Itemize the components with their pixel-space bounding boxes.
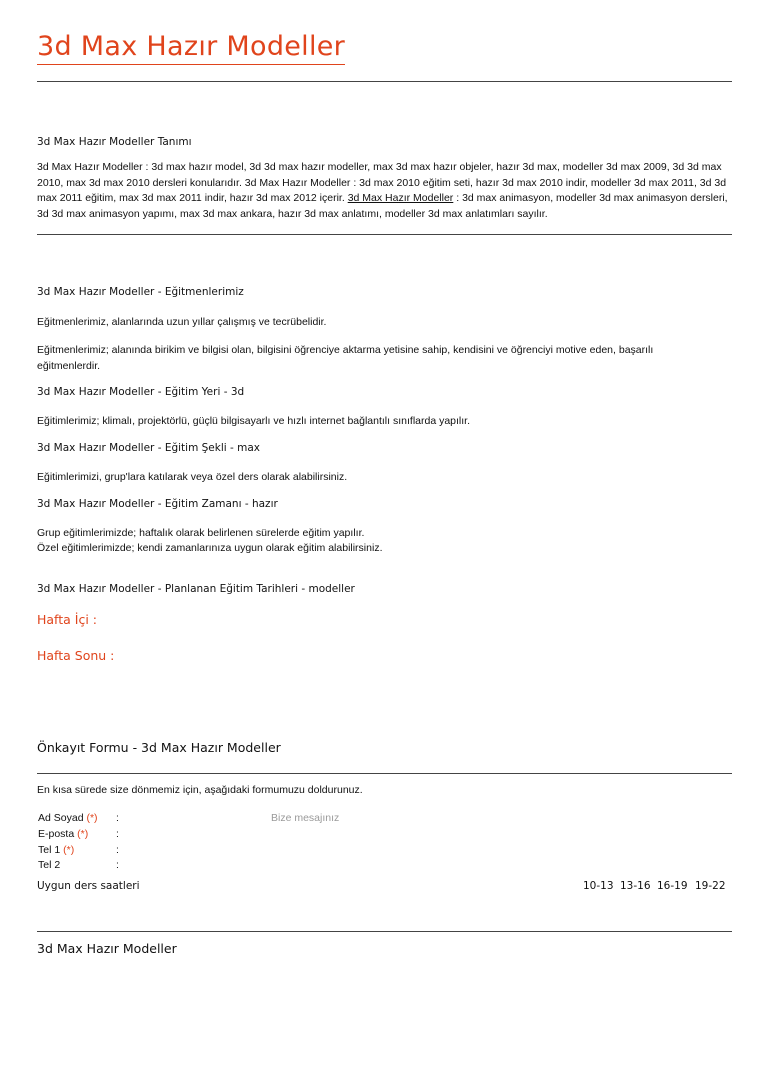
- time-heading: 3d Max Hazır Modeller - Eğitim Zamanı - hazır: [37, 498, 278, 510]
- definition-paragraph: [37, 160, 732, 222]
- email-field-label: E-posta (*): [38, 828, 89, 840]
- footer-title: 3d Max Hazır Modeller: [37, 941, 177, 956]
- phone2-field-colon: :: [116, 859, 119, 871]
- email-input[interactable]: [124, 826, 254, 840]
- message-textarea[interactable]: Bize mesajınız: [271, 812, 340, 824]
- definition-text-after-link: : 3d max animasyon, modeller 3d max animasyon dersleri, 3d 3d max animasyon yapımı, max 3d max ankara, hazır 3d max anlatımı, modeller 3d max anlatımları sayılır.: [37, 192, 728, 220]
- form-heading: Önkayıt Formu - 3d Max Hazır Modeller: [37, 740, 281, 755]
- place-paragraph: Eğitimlerimiz; klimalı, projektörlü, güçlü bilgisayarlı ve hızlı internet bağlantılı sınıflarda yapılır.: [37, 415, 471, 427]
- weekend-label: Hafta Sonu :: [37, 648, 115, 663]
- name-field-colon: :: [116, 812, 119, 824]
- page-title: 3d Max Hazır Modeller: [37, 30, 345, 65]
- format-heading: 3d Max Hazır Modeller - Eğitim Şekli - max: [37, 442, 261, 454]
- format-paragraph: Eğitimlerimizi, grup'lara katılarak veya özel ders olarak alabilirsiniz.: [37, 471, 348, 483]
- phone1-field-colon: :: [116, 844, 119, 856]
- hours-slot-4[interactable]: 19-22: [695, 880, 726, 892]
- hours-slot-2[interactable]: 13-16: [620, 880, 651, 892]
- name-input[interactable]: [124, 810, 254, 824]
- time-line-1: Grup eğitimlerimizde; haftalık olarak belirlenen sürelerde eğitim yapılır.: [37, 527, 365, 539]
- hours-slot-1[interactable]: 10-13: [583, 880, 614, 892]
- instructors-paragraph-2: Eğitmenlerimiz; alanında birikim ve bilgisi olan, bilgisini öğrenciye aktarma yetisine sahip, kendisini ve öğrenciyi motive eden, başarılı eğitmenlerdir.: [37, 344, 654, 372]
- email-field-colon: :: [116, 828, 119, 840]
- phone2-field-label: Tel 2: [38, 859, 61, 871]
- hours-slot-3[interactable]: 16-19: [657, 880, 688, 892]
- phone2-input[interactable]: [124, 857, 254, 871]
- required-mark: (*): [86, 812, 98, 824]
- schedule-heading: 3d Max Hazır Modeller - Planlanan Eğitim Tarihleri - modeller: [37, 583, 355, 595]
- form-bottom-divider: [37, 931, 732, 932]
- instructors-heading: 3d Max Hazır Modeller - Eğitmenlerimiz: [37, 286, 244, 298]
- weekday-label: Hafta İçi :: [37, 612, 97, 627]
- definition-text-before-link: 3d Max Hazır Modeller : 3d max hazır model, 3d 3d max hazır modeller, max 3d max hazır objeler, hazır 3d max, modeller 3d max 2009, 3d 3d max 2010, max 3d max 2010 dersleri konularıdır. 3d Max Hazır Modeller : 3d max 2010 eğitim seti, hazır 3d max 2010 indir, modeller 3d max 2011, 3d 3d max 2011 eğitim, max 3d max 2011 indir, hazır 3d max 2012 içerir.: [37, 161, 727, 205]
- definition-link[interactable]: 3d Max Hazır Modeller: [347, 192, 454, 205]
- definition-divider: [37, 234, 732, 235]
- place-heading: 3d Max Hazır Modeller - Eğitim Yeri - 3d: [37, 386, 245, 398]
- form-intro: En kısa sürede size dönmemiz için, aşağıdaki formumuzu doldurunuz.: [37, 784, 363, 796]
- required-mark: (*): [77, 828, 89, 840]
- required-mark: (*): [63, 844, 75, 856]
- name-field-label: Ad Soyad (*): [38, 812, 98, 824]
- form-divider: [37, 773, 732, 774]
- hours-label: Uygun ders saatleri: [37, 880, 140, 892]
- title-divider: [37, 81, 732, 82]
- definition-heading: 3d Max Hazır Modeller Tanımı: [37, 136, 192, 148]
- phone1-input[interactable]: [124, 842, 254, 856]
- instructors-paragraph-1: Eğitmenlerimiz, alanlarında uzun yıllar çalışmış ve tecrübelidir.: [37, 316, 327, 328]
- time-line-2: Özel eğitimlerimizde; kendi zamanlarınıza uygun olarak eğitim alabilirsiniz.: [37, 542, 383, 554]
- phone1-field-label: Tel 1 (*): [38, 844, 75, 856]
